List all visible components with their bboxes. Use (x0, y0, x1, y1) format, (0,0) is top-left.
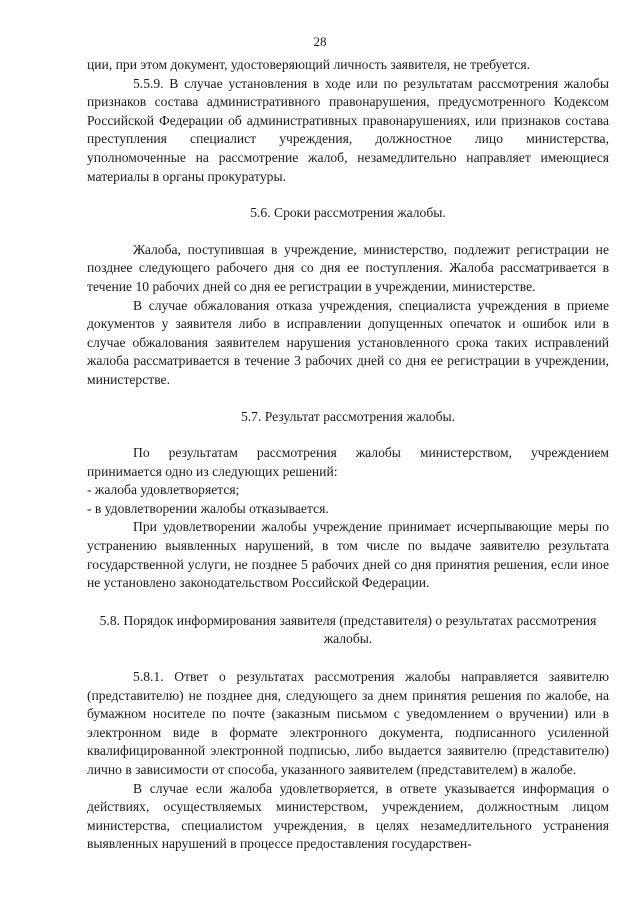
list-item-refused: - в удовлетворении жалобы отказывается. (87, 500, 329, 516)
paragraph-5-5-9: 5.5.9. В случае установления в ходе или по результатам рассмотрения жалобы признаков состава административного правонарушения, предусмотренного Кодексом Российской Федерации об административных правонарушениях, или признаков состава преступления специалист учреждения, должностное лицо министерства, уполномоченные на рассмотрение жалоб, незамедлительно направляет имеющиеся материалы в органы прокуратуры. (87, 75, 609, 184)
paragraph-remedy: При удовлетворении жалобы учреждение принимает исчерпывающие меры по устранению выявленных нарушений, в том числе по выдаче заявителю результата государственной услуги, не позднее 5 рабочих дней со дня принятия решения, если иное не установлено законодательством Российской Федерации. (87, 519, 609, 591)
page-number: 28 (313, 34, 327, 49)
section-heading-5-6: 5.6. Сроки рассмотрения жалобы. (250, 205, 446, 221)
paragraph-appeal-refusal: В случае обжалования отказа учреждения, специалиста учреждения в приеме документов у заявителя либо в исправлении допущенных опечаток и ошибок или в случае обжалования заявителем нарушения установленного срока таких исправлений жалоба рассматривается в течение 3 рабочих дней со дня ее регистрации в учреждении, министерстве. (87, 297, 609, 387)
section-heading-5-7: 5.7. Результат рассмотрения жалобы. (240, 408, 456, 424)
paragraph-continuation: ции, при этом документ, удостоверяющий личность заявителя, не требуется. (87, 57, 530, 72)
document-body (87, 56, 609, 854)
paragraph-5-8-1: 5.8.1. Ответ о результатах рассмотрения жалобы направляется заявителю (представителю) не позднее дня, следующего за днем принятия решения по жалобе, на бумажном носителе по почте (заказным письмом с уведомлением о вручении) или в электронном виде в формате электронного документа, подписанного усиленной квалифицированной электронной подписью, либо выдается заявителю (представителю) лично в зависимости от способа, указанного заявителем (представителем) в жалобе. (87, 669, 609, 777)
paragraph-decisions: По результатам рассмотрения жалобы министерством, учреждением принимается одно из следующих решений: (87, 445, 609, 479)
section-heading-5-8: 5.8. Порядок информирования заявителя (представителя) о результатах рассмотрения жалобы. (99, 612, 597, 647)
paragraph-registration: Жалоба, поступившая в учреждение, министерство, подлежит регистрации не позднее следующего рабочего дня со дня ее поступления. Жалоба рассматривается в течение 10 рабочих дней со дня ее регистрации в учреждении, министерстве. (87, 241, 609, 294)
paragraph-answer-info: В случае если жалоба удовлетворяется, в ответе указывается информация о действиях, осуществляемых министерством, учреждением, должностным лицом министерства, специалистом учреждения, в целях незамедлительного устранения выявленных нарушений в процессе предоставления государствен- (87, 780, 609, 852)
list-item-satisfied: - жалоба удовлетворяется; (87, 482, 240, 498)
